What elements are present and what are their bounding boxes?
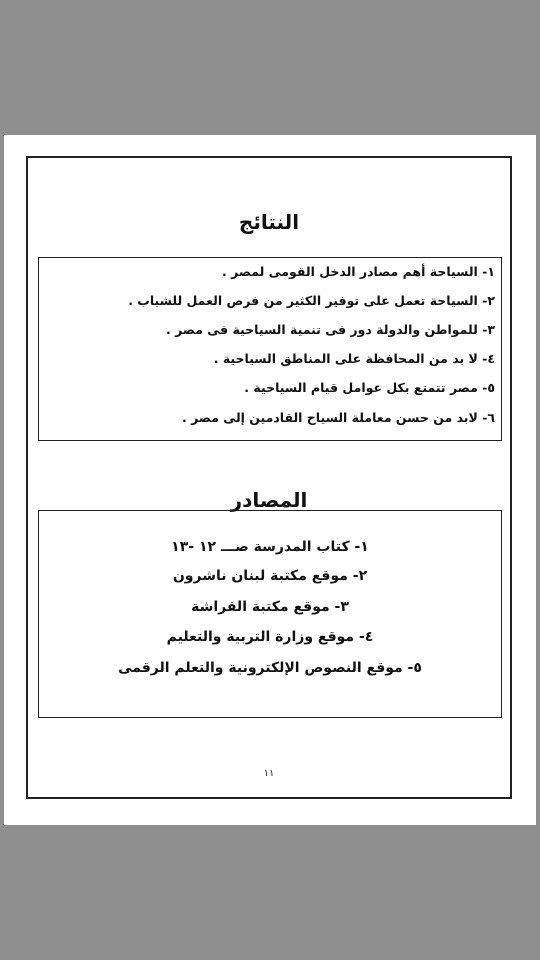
source-item-4: ٤- موقع وزارة التربية والتعليم — [166, 629, 374, 645]
source-item-5: ٥- موقع النصوص الإلكترونية والتعلم الرقمى — [118, 660, 422, 676]
result-item-6: ٦- لابد من حسن معاملة السياح القادمين إلى مصر . — [182, 410, 495, 425]
source-item-2: ٢- موقع مكتبة لبنان ناشرون — [172, 568, 368, 584]
result-item-2: ٢- السياحة تعمل على توفير الكثير من فرص العمل للشباب . — [128, 293, 495, 308]
result-item-5: ٥- مصر تتمتع بكل عوامل قيام السياحية . — [244, 380, 495, 395]
source-item-3: ٣- موقع مكتبة الفراشة — [191, 599, 349, 615]
source-item-1: ١- كتاب المدرسة صـــ ١٢ -١٣ — [171, 539, 369, 555]
page-border — [26, 156, 512, 799]
document-page — [4, 135, 536, 825]
result-item-1: ١- السياحة أهم مصادر الدخل القومى لمصر . — [222, 264, 495, 279]
sources-box — [38, 510, 502, 718]
page-number: ١١ — [263, 768, 275, 779]
results-box — [38, 257, 502, 441]
sources-heading: المصادر — [230, 488, 308, 512]
result-item-4: ٤- لا بد من المحافظة على المناطق السياحية . — [213, 351, 495, 366]
result-item-3: ٣- للمواطن والدولة دور فى تنمية السياحية فى مصر . — [166, 322, 495, 337]
results-heading: النتائج — [238, 210, 300, 234]
